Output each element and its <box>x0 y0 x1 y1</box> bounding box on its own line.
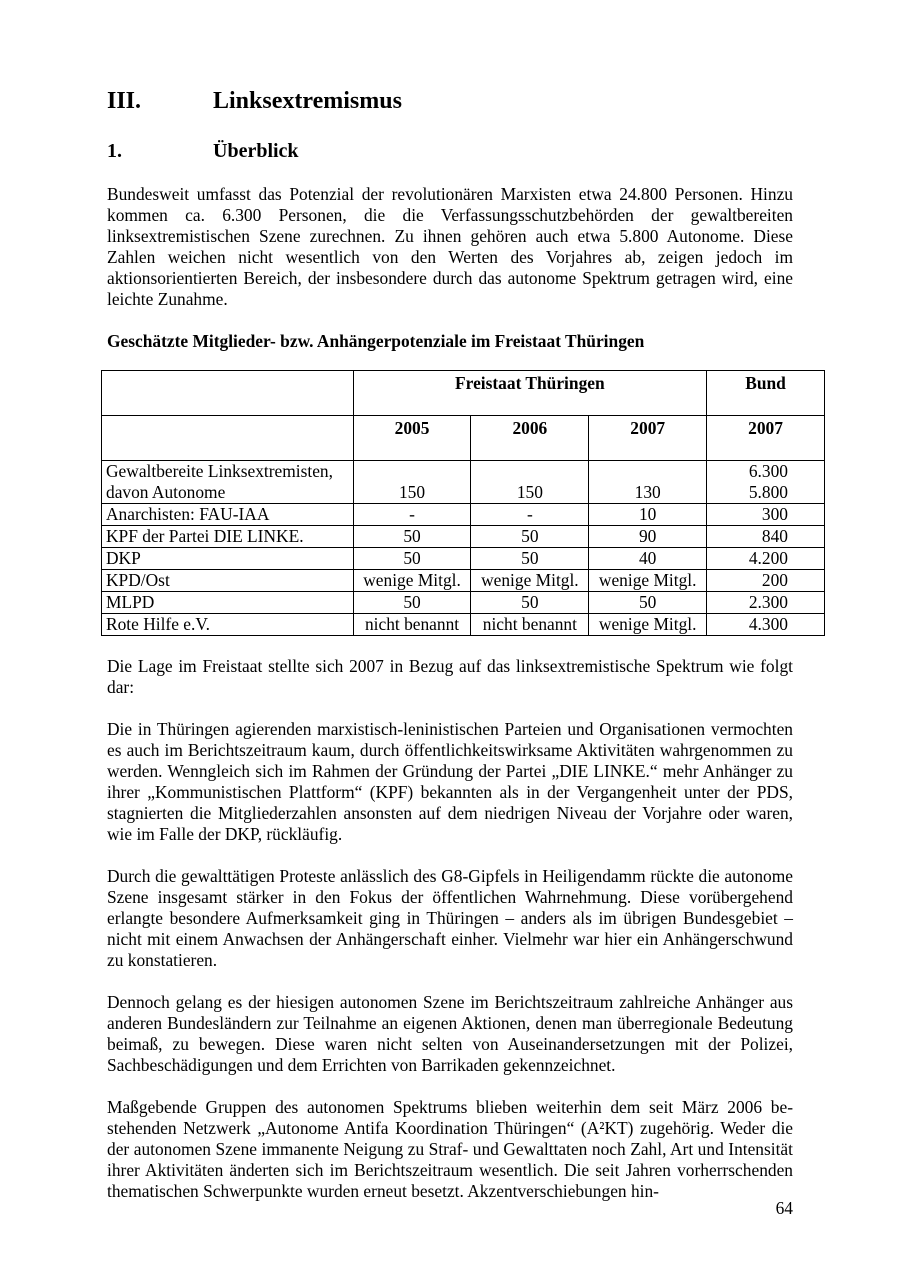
cell-2007: wenige Mitgl. <box>589 614 707 636</box>
table-header-group-row <box>102 371 825 416</box>
chapter-number: III. <box>107 88 142 114</box>
empty-header-cell <box>102 416 354 461</box>
row-label: KPD/Ost <box>102 570 354 592</box>
cell-2005: wenige Mitgl. <box>353 570 471 592</box>
cell-2006: wenige Mitgl. <box>471 570 589 592</box>
header-year-2006: 2006 <box>471 416 589 461</box>
header-bund: Bund <box>707 371 825 416</box>
lage-paragraph: Die Lage im Freistaat stellte sich 2007 in Bezug auf das linksextremistische Spektrum wie folgt dar: <box>107 656 793 697</box>
section-number: 1. <box>107 140 122 162</box>
section-title: Überblick <box>213 140 299 162</box>
cell-2005: 50 <box>353 592 471 614</box>
table-caption: Geschätzte Mitglieder- bzw. Anhängerpotenziale im Freistaat Thüringen <box>107 331 645 351</box>
chapter-heading <box>107 86 793 116</box>
cell-bund: 200 <box>707 570 825 592</box>
g8-paragraph: Durch die gewalttätigen Proteste anlässlich des G8-Gipfels in Heiligendamm rückte die autonome Szene insgesamt stärker in den Fokus der öffentlichen Wahrnehmung. Diese vorübergehend erlangte besondere Aufmerksamkeit ging in Thüringen – anders als im übrigen Bundesgebiet – nicht mit einem Anwachsen der Anhängerschaft einher. Vielmehr war hier ein Anhängerschwund zu konstatieren. <box>107 866 793 970</box>
cell-2007: 130 <box>589 461 707 504</box>
cell-bund: 4.300 <box>707 614 825 636</box>
membership-table <box>101 370 825 636</box>
row-label: Rote Hilfe e.V. <box>102 614 354 636</box>
table-row <box>102 592 825 614</box>
table-row <box>102 614 825 636</box>
cell-2007: 40 <box>589 548 707 570</box>
cell-2006: - <box>471 504 589 526</box>
row-label: Anarchisten: FAU-IAA <box>102 504 354 526</box>
cell-2007: wenige Mitgl. <box>589 570 707 592</box>
row-label: Gewaltbereite Linksextremisten, davon Autonome <box>102 461 354 504</box>
document-page <box>107 86 793 1223</box>
page-number: 64 <box>775 1198 793 1218</box>
header-thueringen: Freistaat Thüringen <box>353 371 706 416</box>
row-label: MLPD <box>102 592 354 614</box>
cell-bund: 2.300 <box>707 592 825 614</box>
cell-bund: 6.300 5.800 <box>707 461 825 504</box>
row-label: KPF der Partei DIE LINKE. <box>102 526 354 548</box>
header-year-2005: 2005 <box>353 416 471 461</box>
intro-paragraph: Bundesweit umfasst das Potenzial der revolutionären Marxisten etwa 24.800 Personen. Hinzu kommen ca. 6.300 Personen, die die Verfassungsschutzbehörden der gewaltbereiten linksextremistischen Szene zurechnen. Zu ihnen gehören auch etwa 5.800 Autonome. Diese Zahlen weichen nicht wesentlich von den Werten des Vorjahres ab, zeigen jedoch im aktionsorientierten Bereich, der insbesondere durch das autonome Spektrum getragen wird, eine leichte Zunahme. <box>107 184 793 309</box>
cell-2006: 50 <box>471 526 589 548</box>
section-heading <box>107 138 793 164</box>
table-header-year-row <box>102 416 825 461</box>
cell-2006: 150 <box>471 461 589 504</box>
cell-2006: 50 <box>471 548 589 570</box>
cell-2005: 150 <box>353 461 471 504</box>
gruppen-paragraph: Maßgebende Gruppen des autonomen Spektrums blieben weiterhin dem seit März 2006 bestehenden Netzwerk „Autonome Antifa Koordination Thüringen“ (A²KT) zugehörig. Weder die der autonomen Szene immanente Neigung zu Straf- und Gewalttaten noch Zahl, Art und Intensität ihrer Aktivitäten änderten sich im Berichtszeitraum wesentlich. Die seit Jahren vorherrschenden thematischen Schwerpunkte wurden erneut besetzt. Akzentverschiebungen hin- <box>107 1097 793 1201</box>
cell-2007: 90 <box>589 526 707 548</box>
cell-2007: 50 <box>589 592 707 614</box>
parteien-paragraph: Die in Thüringen agierenden marxistisch-leninistischen Parteien und Organisationen vermochten es auch im Berichtszeitraum kaum, durch öffentlichkeitswirksame Aktivitäten wahrgenommen zu werden. Wenngleich sich im Rahmen der Gründung der Partei „DIE LINKE.“ mehr Anhänger zu ihrer „Kommunistischen Plattform“ (KPF) bekannten als in der Vergangenheit unter der PDS, stagnierten die Mitgliederzahlen ansonsten auf dem niedrigen Niveau der Vorjahre oder waren, wie im Falle der DKP, rückläufig. <box>107 719 793 844</box>
cell-2005: nicht benannt <box>353 614 471 636</box>
table-row <box>102 570 825 592</box>
header-year-bund-2007: 2007 <box>707 416 825 461</box>
dennoch-paragraph: Dennoch gelang es der hiesigen autonomen Szene im Berichtszeitraum zahlreiche Anhänger aus anderen Bundesländern zur Teilnahme an eigenen Aktionen, denen man überregionale Bedeutung beimaß, zu bewegen. Diese waren nicht selten von Auseinandersetzungen mit der Polizei, Sachbeschädigungen und dem Errichten von Barrikaden gekennzeichnet. <box>107 992 793 1075</box>
empty-header-cell <box>102 371 354 416</box>
cell-2005: 50 <box>353 548 471 570</box>
cell-2006: nicht benannt <box>471 614 589 636</box>
header-year-2007: 2007 <box>589 416 707 461</box>
table-row <box>102 526 825 548</box>
cell-bund: 300 <box>707 504 825 526</box>
table-row <box>102 548 825 570</box>
cell-bund: 840 <box>707 526 825 548</box>
cell-bund: 4.200 <box>707 548 825 570</box>
row-label: DKP <box>102 548 354 570</box>
cell-2005: - <box>353 504 471 526</box>
table-row <box>102 461 825 504</box>
table-row <box>102 504 825 526</box>
cell-2005: 50 <box>353 526 471 548</box>
cell-2007: 10 <box>589 504 707 526</box>
chapter-title: Linksextremismus <box>213 88 402 114</box>
cell-2006: 50 <box>471 592 589 614</box>
